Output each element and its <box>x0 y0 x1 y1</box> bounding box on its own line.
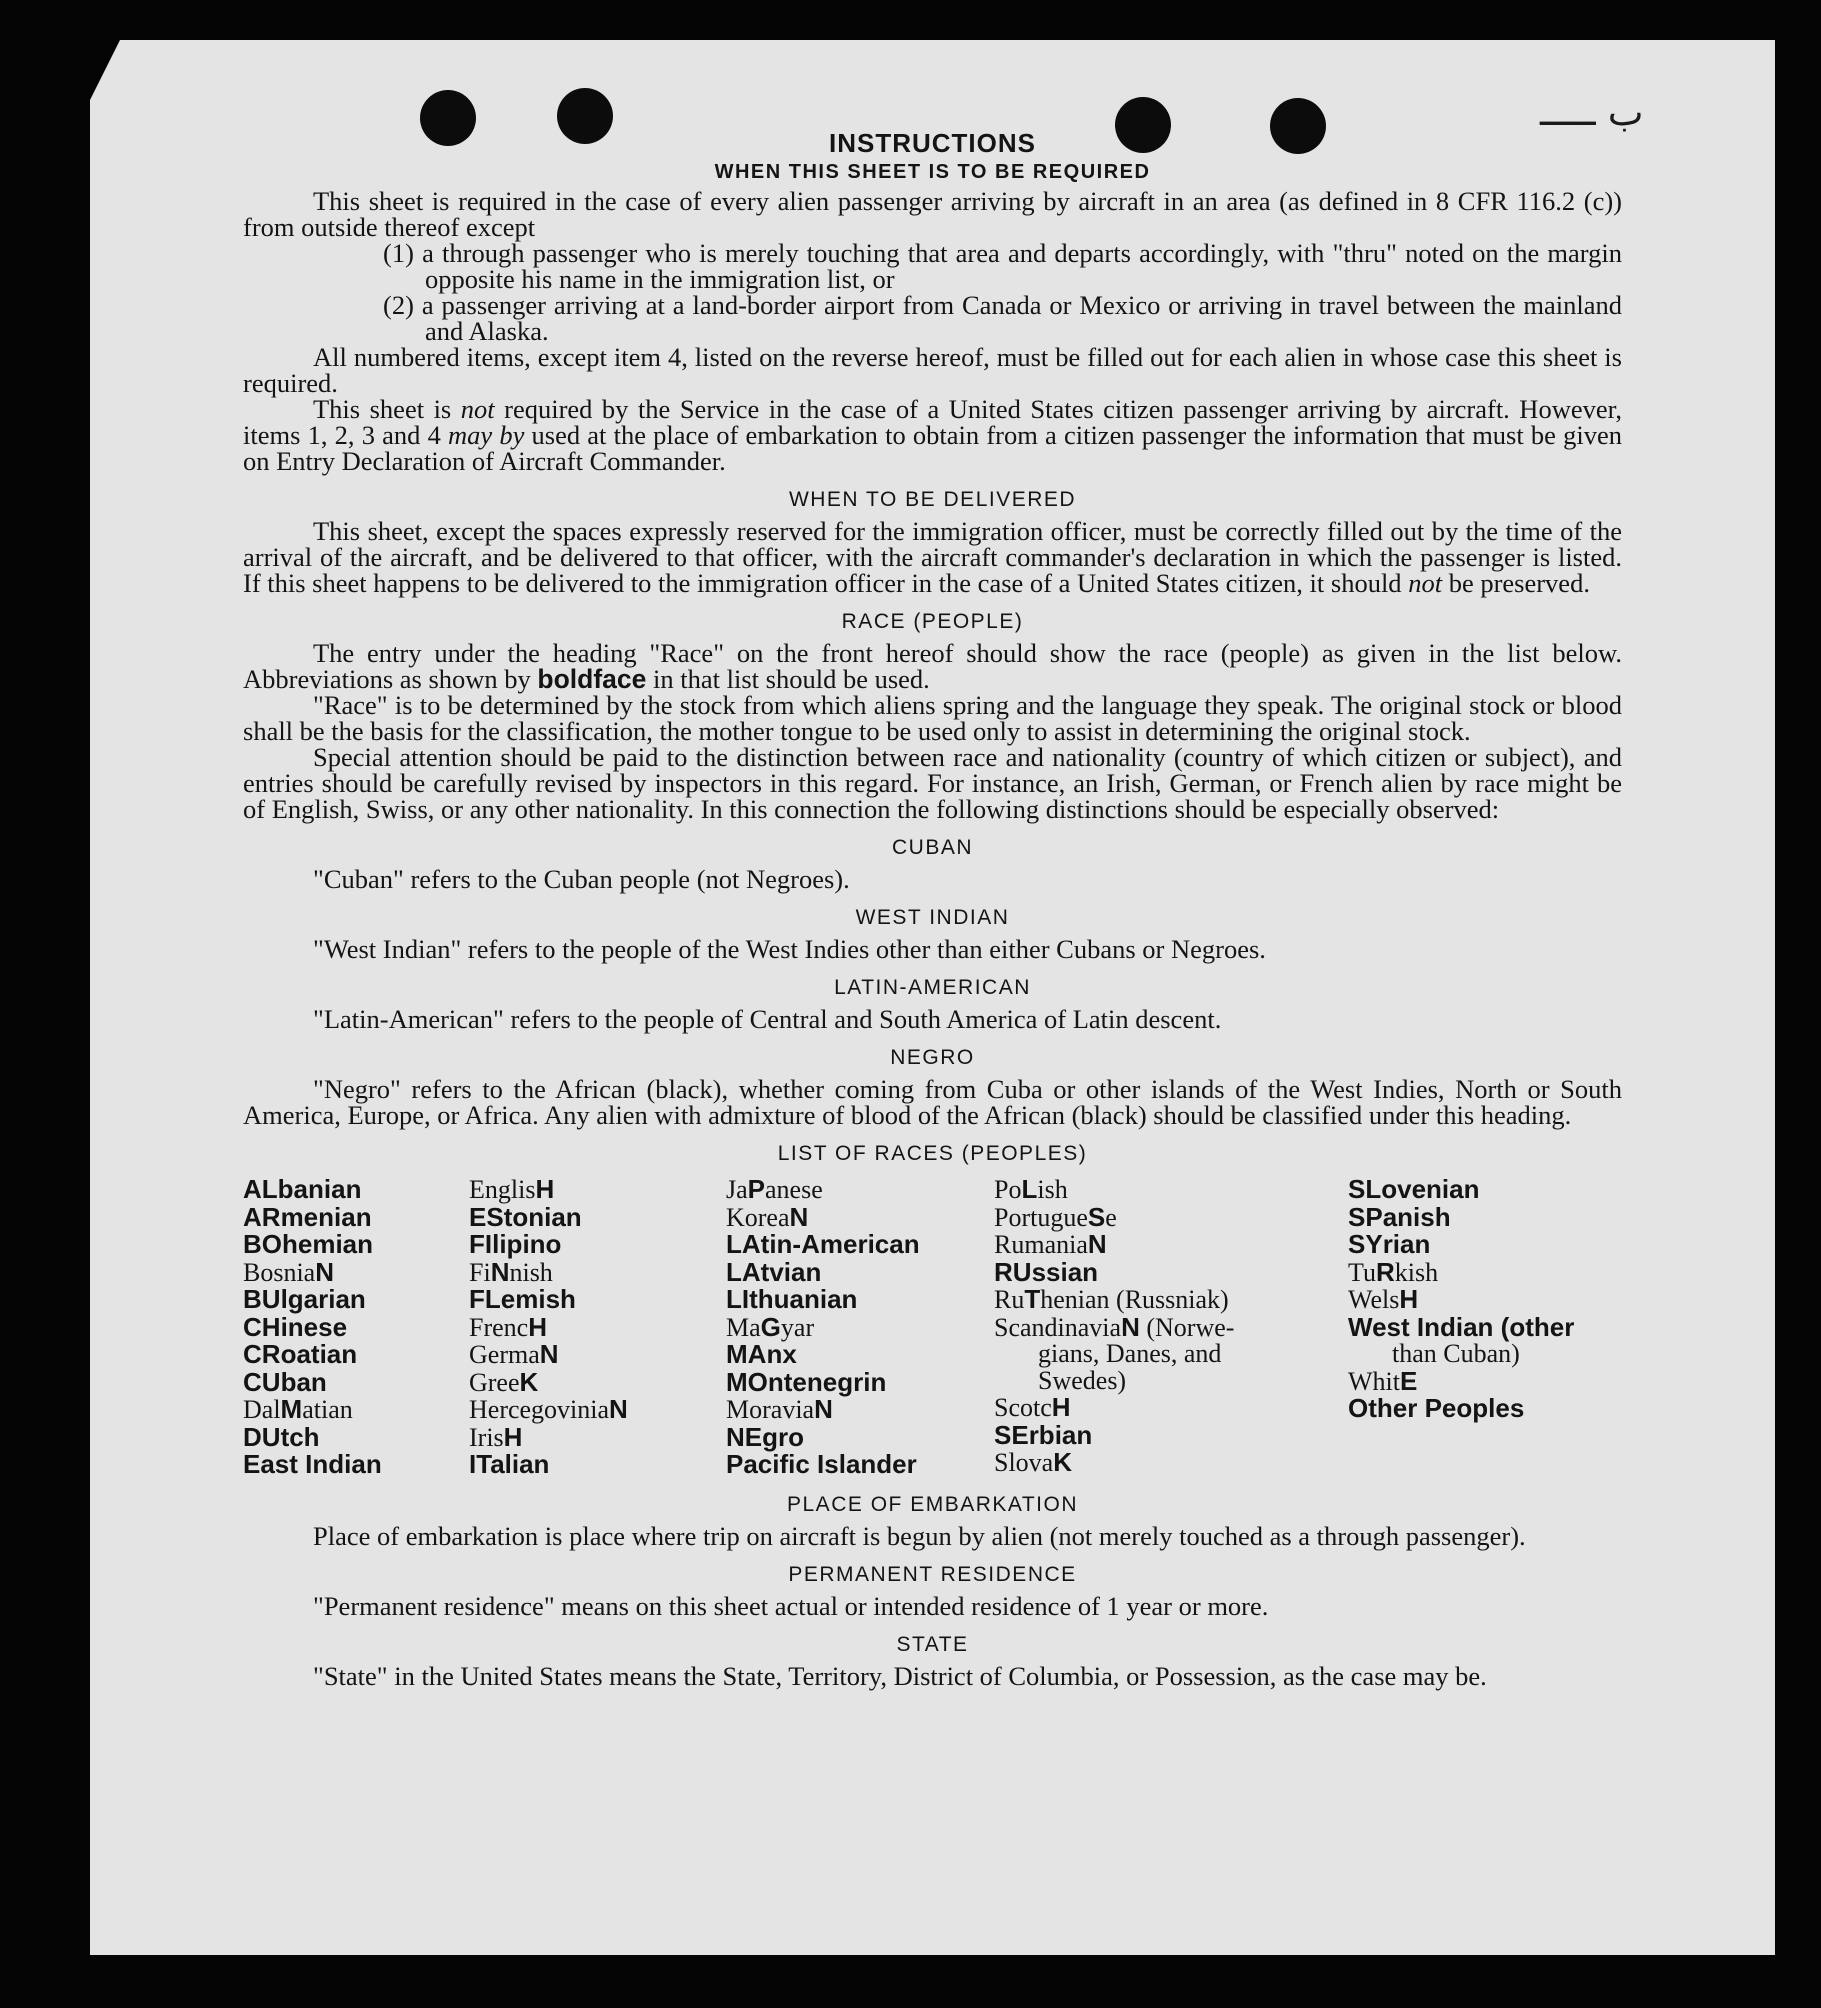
race-entry: PortugueSe <box>994 1201 1117 1232</box>
race-column <box>469 1176 726 1479</box>
race-entry: BOhemian <box>243 1229 374 1259</box>
race-entry: KoreaN <box>726 1201 809 1232</box>
list-item: (1) a through passenger who is merely touching that area and departs accordingly, with "thru" noted on the margin opposite his name in the immigration list, or <box>383 238 1622 294</box>
race-entry: TuRkish <box>1348 1256 1439 1287</box>
race-entry: NEgro <box>726 1421 805 1452</box>
race-entry: SLovenian <box>1348 1174 1480 1204</box>
paragraph: "Negro" refers to the African (black), whether coming from Cuba or other islands of the West Indies, North or South America, Europe, or Africa. Any alien with admixture of blood of the African (black) should be classified under this heading. <box>243 1074 1622 1130</box>
paragraph: This sheet is not required by the Service in the case of a United States citizen passenger arriving by aircraft. However, items 1, 2, 3 and 4 may by used at the place of embarkation to obtain from a citizen passenger the information that must be given on Entry Declaration of Aircraft Commander. <box>243 394 1622 476</box>
race-entry: West Indian (other <box>1348 1311 1575 1342</box>
race-column <box>1348 1176 1622 1479</box>
race-entry: Swedes) <box>1038 1365 1127 1395</box>
section-heading: WHEN TO BE DELIVERED <box>788 488 1077 511</box>
race-entry: IrisH <box>469 1421 523 1452</box>
paragraph: Special attention should be paid to the distinction between race and nationality (country of which citizen or subject), and entries should be carefully revised by inspectors in this regard. For instance, an Irish, German, or French alien by race might be of English, Swiss, or any other nationality. In this connection the following distinctions should be especially observed: <box>243 742 1622 824</box>
race-entry: LAtvian <box>726 1256 822 1287</box>
paragraph: "Race" is to be determined by the stock from which aliens spring and the language they speak. The original stock or blood shall be the basis for the classification, the mother tongue to be used only to assist in determining the original stock. <box>243 690 1622 746</box>
paragraph: "State" in the United States means the State, Territory, District of Columbia, or Possession, as the case may be. <box>313 1660 1487 1691</box>
page-title: INSTRUCTIONS <box>829 128 1036 158</box>
race-entry: FLemish <box>469 1284 576 1314</box>
section-heading: LIST OF RACES (PEOPLES) <box>777 1142 1088 1165</box>
race-entry: MAnx <box>726 1339 797 1369</box>
paragraph: "Permanent residence" means on this sheet actual or intended residence of 1 year or more. <box>313 1590 1269 1621</box>
folded-corner <box>90 40 120 100</box>
race-column <box>994 1176 1348 1479</box>
section-heading: NEGRO <box>890 1046 975 1069</box>
race-entry: DalMatian <box>243 1394 353 1424</box>
race-entry: WhitE <box>1348 1365 1418 1396</box>
race-entry: ScandinaviaN (Norwe- <box>994 1311 1235 1342</box>
race-entry: BosniaN <box>243 1256 335 1287</box>
race-entry: GermaN <box>469 1339 559 1369</box>
race-entry: BUlgarian <box>243 1284 366 1314</box>
race-entry: LIthuanian <box>726 1284 858 1314</box>
race-entry: gians, Danes, and <box>1038 1339 1222 1368</box>
race-column <box>243 1176 469 1479</box>
race-entry: RumaniaN <box>994 1229 1107 1259</box>
paragraph: The entry under the heading "Race" on the front hereof should show the race (people) as given in the list below. Abbreviations as shown by boldface in that list should be used. <box>243 638 1622 694</box>
paragraph: This sheet, except the spaces expressly reserved for the immigration officer, must be correctly filled out by the time of the arrival of the aircraft, and be delivered to that officer, with the aircraft commander's declaration in which the passenger is listed. If this sheet happens to be delivered to the immigration officer in the case of a United States citizen, it should not be preserved. <box>243 516 1622 598</box>
race-entry: RUssian <box>994 1256 1099 1287</box>
section-heading: LATIN-AMERICAN <box>834 976 1031 999</box>
section-heading: WHEN THIS SHEET IS TO BE REQUIRED <box>714 161 1151 183</box>
race-column <box>726 1176 994 1479</box>
paragraph: This sheet is required in the case of every alien passenger arriving by aircraft in an area (as defined in 8 CFR 116.2 (c)) from outside thereof except <box>243 186 1622 242</box>
race-entry: ITalian <box>469 1449 550 1479</box>
race-entry: RuThenian (Russniak) <box>994 1284 1229 1314</box>
race-entry: FiNnish <box>469 1256 553 1287</box>
section-heading: PERMANENT RESIDENCE <box>788 1562 1077 1586</box>
race-entry: SErbian <box>994 1419 1093 1450</box>
section-heading: CUBAN <box>891 836 973 859</box>
paragraph: "West Indian" refers to the people of the West Indies other than either Cubans or Negroes. <box>313 934 1266 964</box>
race-entry: CRoatian <box>243 1339 358 1369</box>
race-entry: GreeK <box>469 1366 539 1397</box>
race-entry: LAtin-American <box>726 1229 920 1259</box>
race-entry: ALbanian <box>243 1174 362 1204</box>
race-entry: EStonian <box>469 1201 582 1232</box>
section-heading: STATE <box>896 1632 969 1656</box>
race-entry: CUban <box>243 1366 327 1397</box>
race-entry: JaPanese <box>726 1174 823 1204</box>
race-entry: SlovaK <box>994 1447 1073 1477</box>
race-list <box>243 1176 1622 1479</box>
paragraph: "Cuban" refers to the Cuban people (not Negroes). <box>313 864 850 894</box>
section-heading: RACE (PEOPLE) <box>841 610 1024 633</box>
race-entry: EnglisH <box>469 1174 555 1204</box>
race-entry: FIlipino <box>469 1229 562 1259</box>
race-entry: HercegoviniaN <box>469 1394 628 1424</box>
instructions-body <box>243 128 1622 1689</box>
race-entry: MoraviaN <box>726 1394 833 1424</box>
list-item: (2) a passenger arriving at a land-border airport from Canada or Mexico or arriving in travel between the mainland and Alaska. <box>383 290 1622 346</box>
race-entry: East Indian <box>243 1449 382 1479</box>
race-entry: ScotcH <box>994 1392 1071 1422</box>
race-entry: PoLish <box>994 1174 1068 1204</box>
race-entry: than Cuban) <box>1392 1339 1520 1368</box>
document-page <box>90 40 1775 1955</box>
race-entry: CHinese <box>243 1311 348 1342</box>
race-entry: WelsH <box>1348 1284 1419 1314</box>
race-entry: Pacific Islander <box>726 1449 917 1479</box>
paragraph: "Latin-American" refers to the people of Central and South America of Latin descent. <box>313 1004 1222 1034</box>
paragraph: Place of embarkation is place where trip on aircraft is begun by alien (not merely touched as a through passenger). <box>313 1520 1526 1551</box>
race-entry: SPanish <box>1348 1201 1451 1232</box>
section-heading: PLACE OF EMBARKATION <box>787 1492 1078 1516</box>
handwritten-mark: ب ـــــ <box>1540 90 1644 134</box>
race-entry: FrencH <box>469 1311 547 1342</box>
race-entry: MOntenegrin <box>726 1366 887 1397</box>
section-heading: WEST INDIAN <box>855 906 1010 929</box>
race-entry: Other Peoples <box>1348 1393 1525 1423</box>
paragraph: All numbered items, except item 4, listed on the reverse hereof, must be filled out for each alien in whose case this sheet is required. <box>243 342 1622 398</box>
race-entry: SYrian <box>1348 1229 1431 1259</box>
race-entry: MaGyar <box>726 1311 815 1342</box>
race-entry: DUtch <box>243 1421 320 1452</box>
race-entry: ARmenian <box>243 1201 372 1232</box>
